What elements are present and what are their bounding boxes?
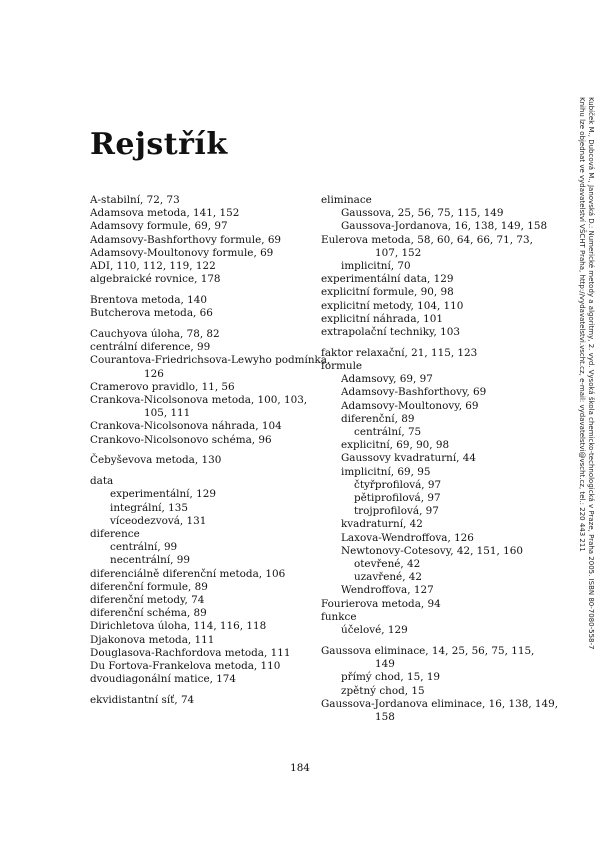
index-subentry: experimentální, 129 <box>110 488 216 501</box>
index-subentry: necentrální, 99 <box>110 554 191 567</box>
index-entry: Cauchyova úloha, 78, 82 <box>90 328 220 341</box>
index-entry: diferenční metody, 74 <box>90 594 205 607</box>
index-entry: Fourierova metoda, 94 <box>321 597 441 610</box>
index-subentry: implicitní, 70 <box>341 260 411 273</box>
index-entry: Djakonova metoda, 111 <box>90 633 215 646</box>
index-entry: Adamsovy formule, 69, 97 <box>90 220 228 233</box>
page-title: Rejstřík <box>90 127 228 162</box>
index-entry: experimentální data, 129 <box>321 273 454 286</box>
index-entry: Crankovo-Nicolsonovo schéma, 96 <box>90 433 272 446</box>
index-column-left <box>90 194 331 707</box>
index-entry: formule <box>321 360 363 373</box>
index-subsubentry: pětiprofilová, 97 <box>354 492 441 505</box>
index-entry: diferenční formule, 89 <box>90 580 208 593</box>
index-entry: diference <box>90 528 140 541</box>
index-entry-continuation: 107, 152 <box>375 246 422 259</box>
index-entry: Douglasova-Rachfordova metoda, 111 <box>90 646 291 659</box>
index-subentry: integrální, 135 <box>110 501 188 514</box>
index-entry: Gaussova eliminace, 14, 25, 56, 75, 115, <box>321 644 535 657</box>
index-subentry: diferenční, 89 <box>341 412 415 425</box>
index-entry-continuation: 105, 111 <box>144 407 191 420</box>
index-subsubentry: uzavřené, 42 <box>354 571 423 584</box>
index-subentry: Adamsovy-Moultonovy, 69 <box>341 399 479 412</box>
index-entry: eliminace <box>321 194 372 206</box>
index-entry: diferenční schéma, 89 <box>90 607 207 620</box>
index-entry: dvoudiagonální matice, 174 <box>90 673 237 686</box>
index-subentry: Gaussova, 25, 56, 75, 115, 149 <box>341 207 504 220</box>
index-subentry: centrální, 99 <box>110 541 178 554</box>
index-entry: explicitní formule, 90, 98 <box>321 286 454 299</box>
publisher-note <box>577 97 595 657</box>
index-entry: Adamsovy-Moultonovy formule, 69 <box>90 246 274 259</box>
index-subsubentry: čtyřprofilová, 97 <box>354 478 442 491</box>
index-entry: Cramerovo pravidlo, 11, 56 <box>90 380 235 393</box>
index-subentry: Adamsovy, 69, 97 <box>341 373 433 386</box>
index-entry: faktor relaxační, 21, 115, 123 <box>321 346 478 359</box>
index-entry: extrapolační techniky, 103 <box>321 326 460 339</box>
index-subentry: zpětný chod, 15 <box>341 684 425 697</box>
index-subsubentry: trojprofilová, 97 <box>354 505 439 518</box>
page-number: 184 <box>290 762 310 774</box>
index-entry: diferenciálně diferenční metoda, 106 <box>90 567 286 580</box>
index-subentry: víceodezvová, 131 <box>110 514 207 527</box>
index-entry: explicitní metody, 104, 110 <box>321 299 464 312</box>
index-entry-continuation: 149 <box>375 658 395 671</box>
index-entry: Eulerova metoda, 58, 60, 64, 66, 71, 73, <box>321 233 533 246</box>
index-entry: explicitní náhrada, 101 <box>321 312 443 325</box>
index-column-right <box>321 194 559 724</box>
index-subentry: Gaussovy kvadraturní, 44 <box>341 452 477 465</box>
index-entry: Courantova-Friedrichsova-Lewyho podmínka, <box>90 354 331 367</box>
index-entry: algebraické rovnice, 178 <box>90 273 221 286</box>
index-entry: ADI, 110, 112, 119, 122 <box>90 260 216 273</box>
index-subsubentry: otevřené, 42 <box>354 558 421 571</box>
index-subentry: implicitní, 69, 95 <box>341 465 431 478</box>
index-entry: Crankova-Nicolsonova náhrada, 104 <box>90 420 282 433</box>
index-subentry: Adamsovy-Bashforthovy, 69 <box>341 386 487 399</box>
index-subentry: kvadraturní, 42 <box>341 518 423 531</box>
index-subentry: přímý chod, 15, 19 <box>341 671 441 684</box>
index-entry: Brentova metoda, 140 <box>90 294 207 307</box>
index-entry: Crankova-Nicolsonova metoda, 100, 103, <box>90 394 308 407</box>
index-subsubentry: centrální, 75 <box>354 426 422 439</box>
index-subentry: Wendroffova, 127 <box>341 584 434 597</box>
index-entry-continuation: 158 <box>375 710 395 723</box>
index-entry: data <box>90 475 114 488</box>
index-entry: funkce <box>321 610 357 623</box>
index-entry: Dirichletova úloha, 114, 116, 118 <box>90 620 267 633</box>
publisher-note-line: Knihu lze objednat ve vydavatelství VŠCHT Praha, http://vydavatelstvi.vscht.cz, e-mail: vydavatelstvi@vscht.cz, tel.: 220 443 211 <box>578 97 586 552</box>
index-entry: Čebyševova metoda, 130 <box>90 454 222 467</box>
index-entry: Butcherova metoda, 66 <box>90 307 213 320</box>
index-subentry: Gaussova-Jordanova, 16, 138, 149, 158 <box>341 220 548 233</box>
index-entry: Gaussova-Jordanova eliminace, 16, 138, 149, <box>321 697 559 710</box>
index-entry: ekvidistantní síť, 74 <box>90 694 195 707</box>
index-entry: centrální diference, 99 <box>90 341 211 354</box>
index-entry-continuation: 126 <box>144 367 164 380</box>
index-entry: Adamsovy-Bashforthovy formule, 69 <box>90 233 282 246</box>
index-subentry: účelové, 129 <box>341 624 408 637</box>
index-subentry: Laxova-Wendroffova, 126 <box>341 531 474 544</box>
index-entry: Du Fortova-Frankelova metoda, 110 <box>90 660 281 673</box>
index-entry: A-stabilní, 72, 73 <box>90 194 180 206</box>
publisher-note-line: Kubíček M., Dubcová M., Janovská D.: Numerické metody a algoritmy, 2. vyd. Vysoká škola chemicko-technologická v Praze, Praha 2005. ISBN 80-7080-558-7 <box>587 97 595 650</box>
index-subentry: explicitní, 69, 90, 98 <box>341 439 450 452</box>
index-entry: Adamsova metoda, 141, 152 <box>90 207 240 220</box>
index-subentry: Newtonovy-Cotesovy, 42, 151, 160 <box>341 544 523 557</box>
